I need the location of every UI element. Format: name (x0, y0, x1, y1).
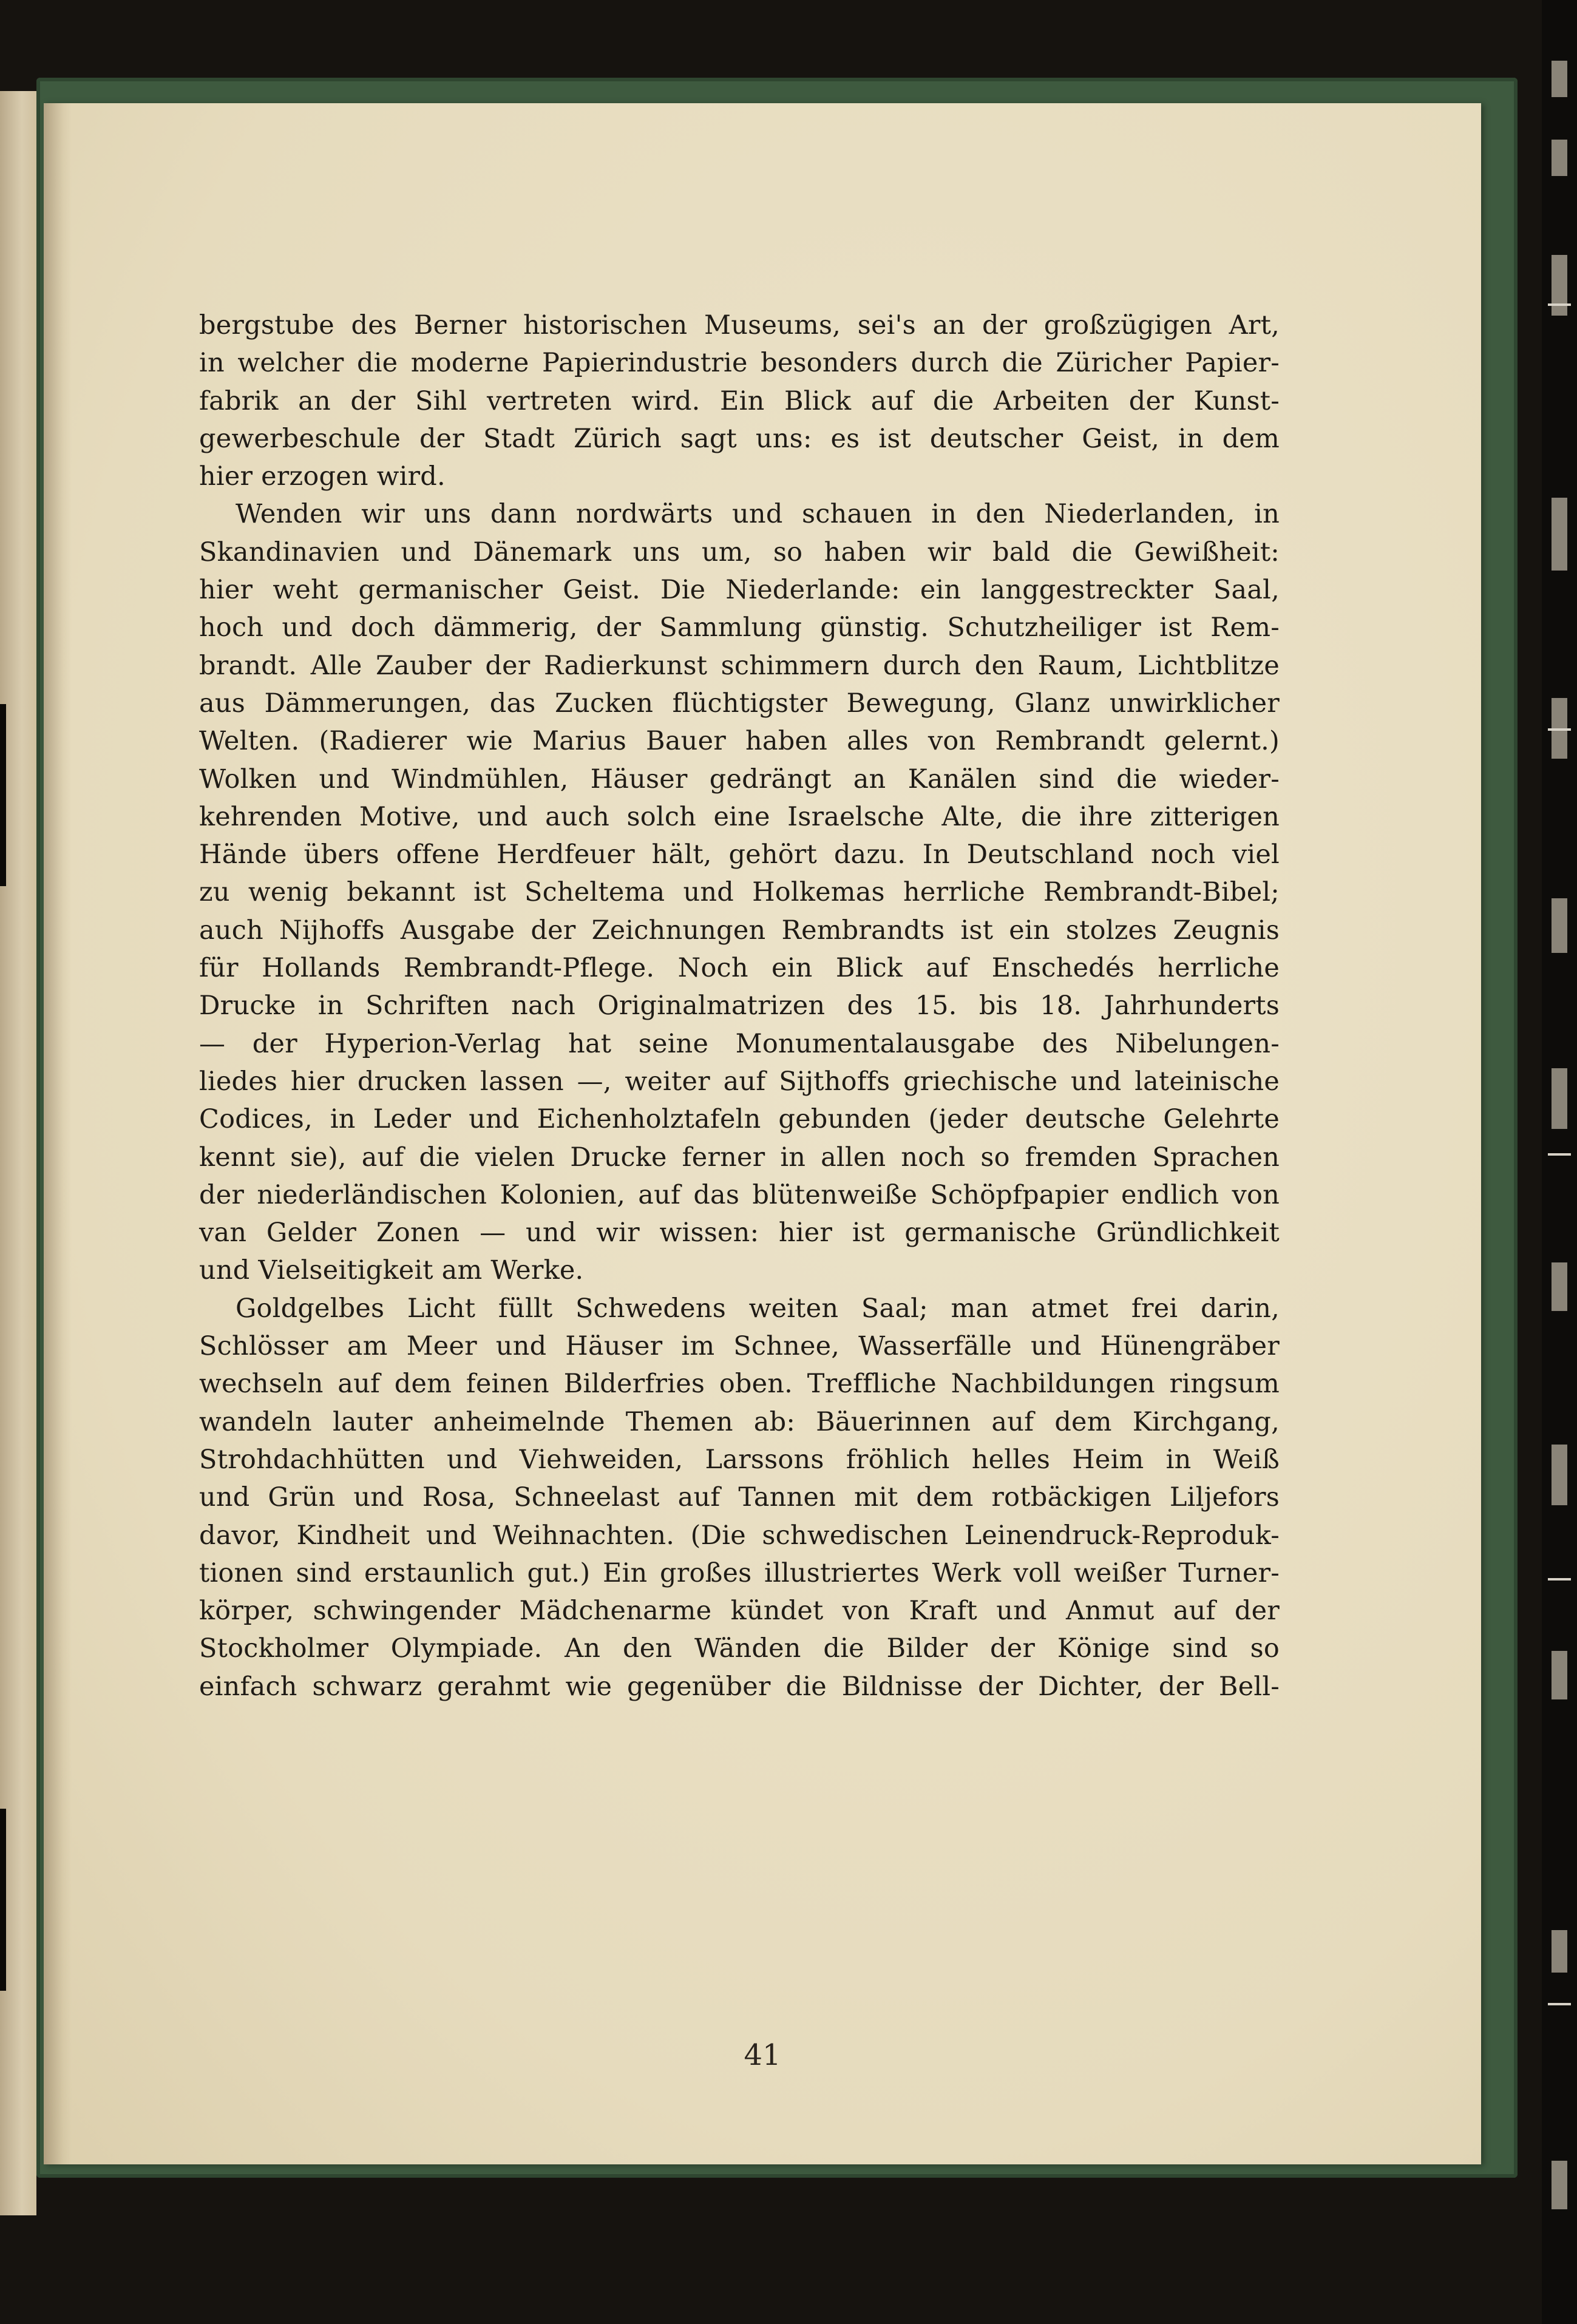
text-line: körper, schwingender Mädchenarme kündet von Kraft und Anmut auf der (199, 1596, 1280, 1627)
text-line: Goldgelbes Licht füllt Schwedens weiten Saal; man atmet frei darin, (236, 1293, 1280, 1324)
text-line: hier weht germanischer Geist. Die Niederlande: ein langgestreckter Saal, (199, 575, 1280, 606)
text-line: Skandinavien und Dänemark uns um, so haben wir bald die Gewißheit: (199, 537, 1280, 567)
text-line: Drucke in Schriften nach Originalmatrizen des 15. bis 18. Jahrhunderts (199, 991, 1280, 1021)
text-line: und Grün und Rosa, Schneelast auf Tannen mit dem rotbäckigen Liljefors (199, 1482, 1280, 1513)
text-line: zu wenig bekannt ist Scheltema und Holkemas herrliche Rembrandt-Bibel; (199, 877, 1280, 908)
text-line: hoch und doch dämmerig, der Sammlung günstig. Schutzheiliger ist Rem- (199, 612, 1280, 643)
text-line: aus Dämmerungen, das Zucken flüchtigster Bewegung, Glanz unwirklicher (199, 688, 1280, 719)
ruler-segment (1552, 1445, 1567, 1505)
ruler-segment (1552, 140, 1567, 176)
text-line: — der Hyperion-Verlag hat seine Monumentalausgabe des Nibelungen- (199, 1028, 1280, 1059)
ruler-segment (1552, 1930, 1567, 1973)
text-line: brandt. Alle Zauber der Radierkunst schimmern durch den Raum, Lichtblitze (199, 650, 1280, 681)
ruler-segment (1552, 1651, 1567, 1699)
ruler-tick (1548, 1153, 1571, 1156)
text-line: Codices, in Leder und Eichenholztafeln gebunden (jeder deutsche Gelehrte (199, 1104, 1280, 1135)
measurement-ruler (1542, 0, 1577, 2324)
ruler-tick (1548, 303, 1571, 306)
text-line: Wolken und Windmühlen, Häuser gedrängt an Kanälen sind die wieder- (199, 764, 1280, 794)
ruler-segment (1552, 898, 1567, 953)
text-line: Welten. (Radierer wie Marius Bauer haben alles von Rembrandt gelernt.) (199, 726, 1280, 757)
page-gutter-shadow (44, 103, 72, 2164)
ruler-segment (1552, 61, 1567, 97)
body-text (199, 307, 1280, 1706)
text-line: Wenden wir uns dann nordwärts und schauen in den Niederlanden, in (236, 499, 1280, 530)
text-line: gewerbeschule der Stadt Zürich sagt uns: es ist deutscher Geist, in dem (199, 423, 1280, 454)
text-line: einfach schwarz gerahmt wie gegenüber die Bildnisse der Dichter, der Bell- (199, 1671, 1280, 1702)
ruler-tick (1548, 2003, 1571, 2005)
ruler-segment (1552, 1068, 1567, 1129)
facing-page-edge (0, 91, 36, 2215)
ruler-tick (1548, 1578, 1571, 1580)
text-line: Stockholmer Olympiade. An den Wänden die Bilder der Könige sind so (199, 1633, 1280, 1664)
text-line: in welcher die moderne Papierindustrie besonders durch die Züricher Papier- (199, 348, 1280, 379)
text-line: der niederländischen Kolonien, auf das blütenweiße Schöpfpapier endlich von (199, 1179, 1280, 1210)
page-number: 41 (744, 2038, 781, 2072)
text-line: auch Nijhoffs Ausgabe der Zeichnungen Rembrandts ist ein stolzes Zeugnis (199, 915, 1280, 946)
ruler-segment (1552, 2161, 1567, 2209)
text-line: und Vielseitigkeit am Werke. (199, 1255, 584, 1286)
ruler-segment (1552, 1262, 1567, 1311)
text-line: van Gelder Zonen — und wir wissen: hier ist germanische Gründlichkeit (199, 1218, 1280, 1248)
binding-shadow (0, 1809, 6, 1991)
binding-shadow (0, 704, 6, 886)
ruler-segment (1552, 255, 1567, 316)
ruler-segment (1552, 498, 1567, 571)
text-line: Schlösser am Meer und Häuser im Schnee, Wasserfälle und Hünengräber (199, 1331, 1280, 1362)
text-line: bergstube des Berner historischen Museums, sei's an der großzügigen Art, (199, 310, 1280, 340)
text-line: wechseln auf dem feinen Bilderfries oben. Treffliche Nachbildungen ringsum (199, 1369, 1280, 1400)
text-line: wandeln lauter anheimelnde Themen ab: Bäuerinnen auf dem Kirchgang, (199, 1406, 1280, 1437)
text-line: hier erzogen wird. (199, 461, 446, 492)
text-line: für Hollands Rembrandt-Pflege. Noch ein Blick auf Enschedés herrliche (199, 953, 1280, 984)
text-line: kehrenden Motive, und auch solch eine Israelsche Alte, die ihre zitterigen (199, 801, 1280, 832)
text-line: kennt sie), auf die vielen Drucke ferner in allen noch so fremden Sprachen (199, 1142, 1280, 1173)
text-line: tionen sind erstaunlich gut.) Ein großes illustriertes Werk voll weißer Turner- (199, 1557, 1280, 1588)
text-line: liedes hier drucken lassen —, weiter auf Sijthoffs griechische und lateinische (199, 1066, 1280, 1097)
text-line: Hände übers offene Herdfeuer hält, gehört dazu. In Deutschland noch viel (199, 839, 1280, 870)
ruler-tick (1548, 728, 1571, 731)
book-page (44, 103, 1481, 2164)
text-line: fabrik an der Sihl vertreten wird. Ein Blick auf die Arbeiten der Kunst- (199, 385, 1280, 416)
text-line: Strohdachhütten und Viehweiden, Larssons fröhlich helles Heim in Weiß (199, 1444, 1280, 1475)
text-line: davor, Kindheit und Weihnachten. (Die schwedischen Leinendruck-Reproduk- (199, 1520, 1280, 1551)
